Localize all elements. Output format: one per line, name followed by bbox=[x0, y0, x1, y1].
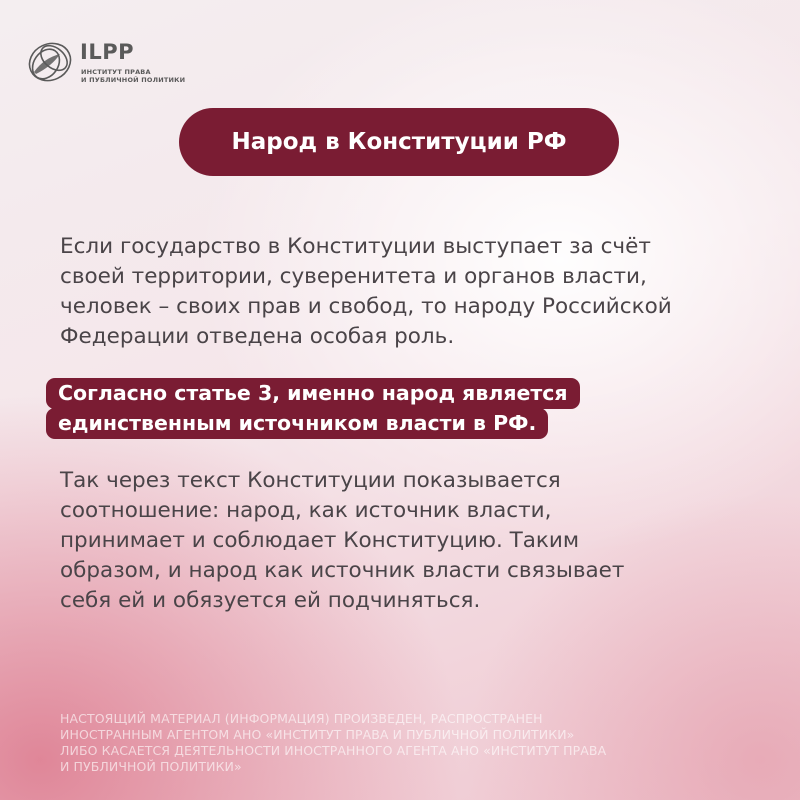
intro-line: человек – своих прав и свобод, то народу Российской bbox=[60, 294, 672, 319]
conclusion-line: себя ей и обязуется ей подчиняться. bbox=[60, 588, 481, 613]
disclaimer-line: И ПУБЛИЧНОЙ ПОЛИТИКИ» bbox=[60, 759, 242, 774]
brand-subtitle-line-2: И ПУБЛИЧНОЙ ПОЛИТИКИ bbox=[81, 76, 186, 84]
intro-line: Если государство в Конституции выступает за счёт bbox=[60, 234, 651, 259]
brand-subtitle-line-1: ИНСТИТУТ ПРАВА bbox=[81, 68, 151, 76]
page-title: Народ в Конституции РФ bbox=[231, 129, 567, 155]
conclusion-line: соотношение: народ, как источник власти, bbox=[60, 498, 552, 523]
intro-paragraph bbox=[60, 232, 672, 352]
foreign-agent-disclaimer bbox=[60, 711, 606, 775]
highlight-line-2: единственным источником власти в РФ. bbox=[46, 408, 548, 439]
intro-line: своей территории, суверенитета и органов власти, bbox=[60, 264, 647, 289]
conclusion-line: принимает и соблюдает Конституцию. Таким bbox=[60, 528, 580, 553]
brand-logo bbox=[26, 38, 186, 88]
intro-line: Федерации отведена особая роль. bbox=[60, 324, 455, 349]
interlocking-circles-icon bbox=[26, 38, 74, 86]
disclaimer-line: ИНОСТРАННЫМ АГЕНТОМ АНО «ИНСТИТУТ ПРАВА И ПУБЛИЧНОЙ ПОЛИТИКИ» bbox=[60, 727, 575, 742]
title-pill bbox=[179, 108, 619, 176]
highlight-line-1: Согласно статье 3, именно народ является bbox=[46, 378, 580, 409]
brand-name: ILPP bbox=[80, 40, 134, 64]
conclusion-paragraph bbox=[60, 466, 624, 616]
conclusion-line: образом, и народ как источник власти связывает bbox=[60, 558, 625, 583]
disclaimer-line: НАСТОЯЩИЙ МАТЕРИАЛ (ИНФОРМАЦИЯ) ПРОИЗВЕДЕН, РАСПРОСТРАНЕН bbox=[60, 711, 543, 726]
disclaimer-line: ЛИБО КАСАЕТСЯ ДЕЯТЕЛЬНОСТИ ИНОСТРАННОГО АГЕНТА АНО «ИНСТИТУТ ПРАВА bbox=[60, 743, 607, 758]
conclusion-line: Так через текст Конституции показывается bbox=[60, 468, 561, 493]
